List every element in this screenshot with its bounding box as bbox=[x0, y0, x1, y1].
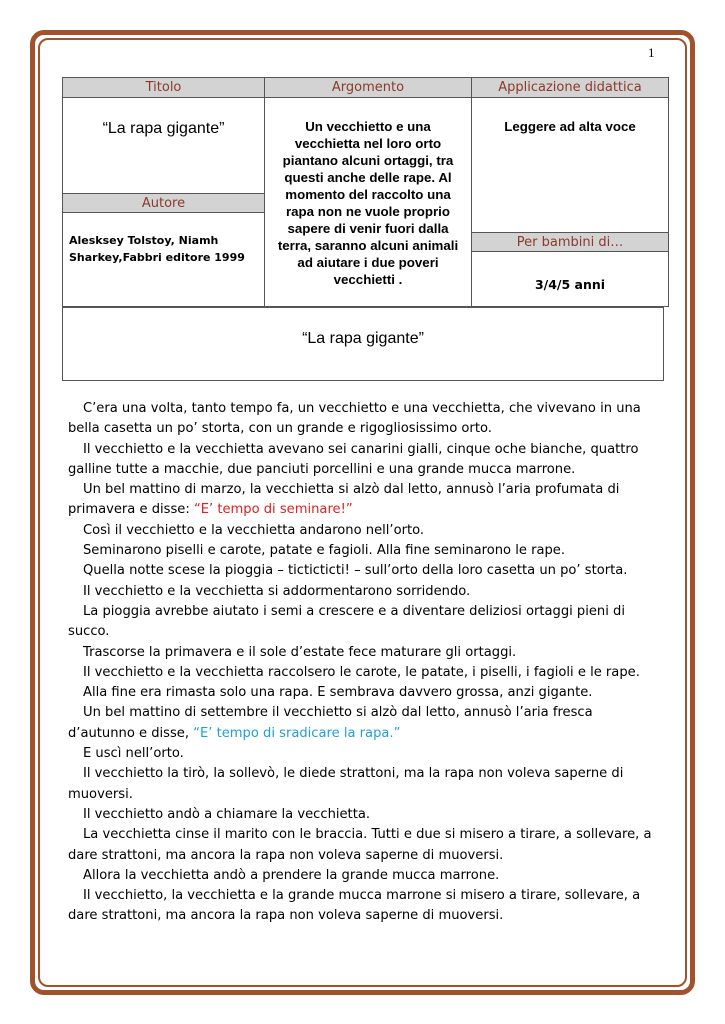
page-number: 1 bbox=[648, 45, 655, 60]
story-title: “La rapa gigante” bbox=[302, 330, 424, 347]
story-paragraph: Il vecchietto e la vecchietta avevano sei canarini gialli, cinque oche bianche, quattro galline tutte a macchie, due panciuti porcellini e una grande mucca marrone. bbox=[68, 441, 639, 477]
header-titolo: Titolo bbox=[63, 78, 264, 98]
story-paragraph: C’era una volta, tanto tempo fa, un vecchietto e una vecchietta, che vivevano in una bella casetta un po’ storta, con un grande e rigogliosissimo orto. bbox=[68, 401, 641, 437]
story-paragraph: Il vecchietto, la vecchietta e la grande mucca marrone si misero a tirare, sollevare, a dare strattoni, ma ancora la rapa non voleva saperne di muoversi. bbox=[68, 888, 641, 924]
ages-text: 3/4/5 anni bbox=[534, 277, 606, 292]
story-paragraph: Alla fine era rimasta solo una rapa. E sembrava davvero grossa, anzi gigante. bbox=[83, 685, 593, 701]
story-paragraph: La vecchietta cinse il marito con le braccia. Tutti e due si misero a tirare, a sollevare, a dare strattoni, ma ancora la rapa non voleva saperne di muoversi. bbox=[68, 827, 652, 863]
story-paragraph: Così il vecchietto e la vecchietta andarono nell’orto. bbox=[83, 522, 425, 538]
story-paragraph bbox=[68, 703, 663, 744]
story-paragraph: E uscì nell’orto. bbox=[83, 746, 184, 762]
paragraph-text: Un bel mattino di settembre il vecchietto si alzò dal letto, annusò l’aria fresca d’autunno e disse, bbox=[68, 705, 593, 741]
header-bambini: Per bambini di… bbox=[472, 232, 668, 252]
application-text: Leggere ad alta voce bbox=[504, 119, 636, 134]
story-paragraph: Allora la vecchietta andò a prendere la grande mucca marrone. bbox=[83, 867, 500, 883]
quote-blue: “E’ tempo di sradicare la rapa.” bbox=[193, 725, 401, 741]
column-title-author bbox=[63, 78, 265, 306]
story-title-box bbox=[62, 307, 664, 381]
header-argomento: Argomento bbox=[265, 78, 471, 98]
story-paragraph: Il vecchietto andò a chiamare la vecchietta. bbox=[83, 806, 371, 822]
info-table bbox=[62, 77, 669, 307]
book-author: Alesksey Tolstoy, Niamh Sharkey,Fabbri editore 1999 bbox=[69, 234, 245, 264]
story-paragraph bbox=[68, 480, 663, 521]
story-paragraph: Il vecchietto e la vecchietta si addormentarono sorridendo. bbox=[83, 583, 471, 599]
story-paragraph: Quella notte scese la pioggia – ticticticti! – sull’orto della loro casetta un po’ storta. bbox=[83, 563, 628, 579]
paragraph-text: Un bel mattino di marzo, la vecchietta si alzò dal letto, annusò l’aria profumata di primavera e disse: bbox=[68, 482, 620, 518]
story-paragraph: Trascorse la primavera e il sole d’estate fece maturare gli ortaggi. bbox=[83, 644, 517, 660]
header-autore: Autore bbox=[63, 193, 264, 213]
column-argument bbox=[265, 78, 472, 306]
column-application bbox=[472, 78, 668, 306]
story-text bbox=[68, 399, 663, 927]
argument-text: Un vecchietto e una vecchietta nel loro orto piantano alcuni ortaggi, tra questi anche delle rape. Al momento del raccolto una rapa non ne vuole proprio sapere di venir fuori dalla terra, saranno alcuni animali ad aiutare i due poveri vecchietti . bbox=[277, 119, 459, 287]
header-applicazione: Applicazione didattica bbox=[472, 78, 668, 98]
story-paragraph: Il vecchietto e la vecchietta raccolsero le carote, le patate, i piselli, i fagioli e le rape. bbox=[83, 664, 640, 680]
story-paragraph: Il vecchietto la tirò, la sollevò, le diede strattoni, ma la rapa non voleva saperne di muoversi. bbox=[68, 766, 624, 802]
story-paragraph: La pioggia avrebbe aiutato i semi a crescere e a diventare deliziosi ortaggi pieni di succo. bbox=[68, 603, 625, 640]
quote-red: “E’ tempo di seminare!” bbox=[193, 502, 353, 518]
story-paragraph: Seminarono piselli e carote, patate e fagioli. Alla fine seminarono le rape. bbox=[83, 543, 566, 559]
book-title: “La rapa gigante” bbox=[102, 120, 225, 137]
